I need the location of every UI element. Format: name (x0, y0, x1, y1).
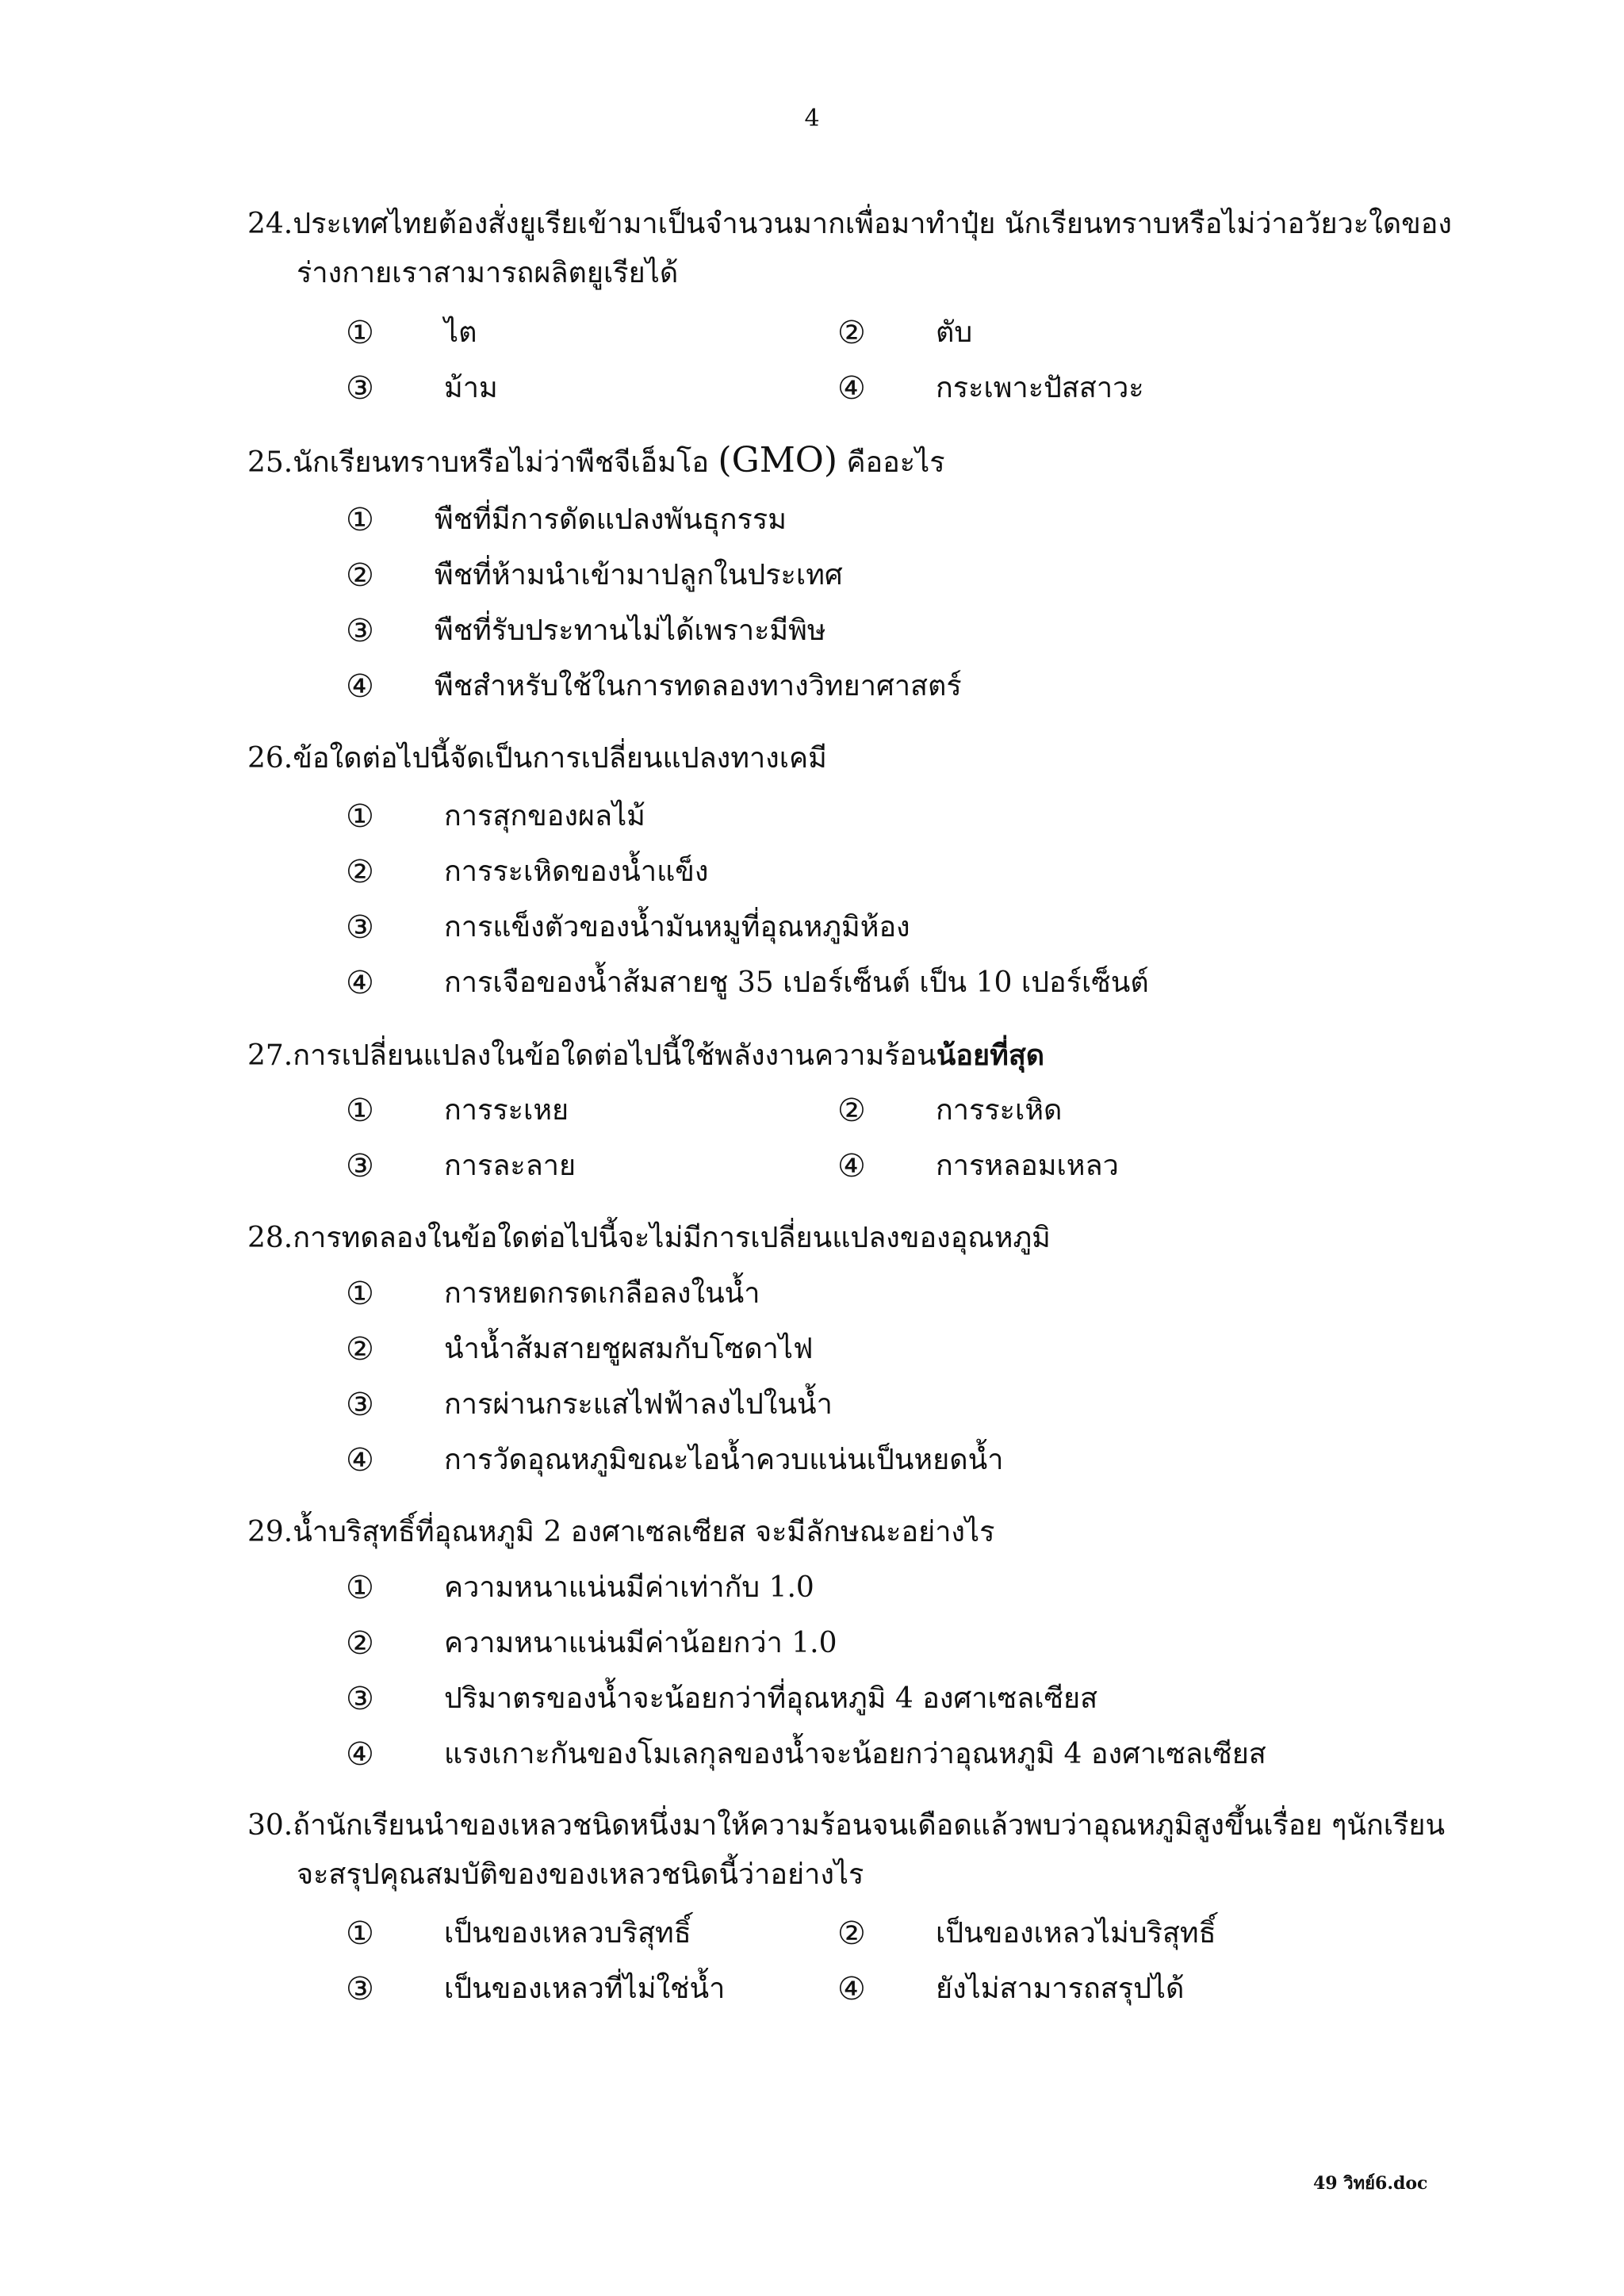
option-text: การระเหิดของน้ำแข็ง (444, 855, 709, 888)
question-29 (247, 1508, 1437, 1557)
option-text: เป็นของเหลวบริสุทธิ์ (444, 1917, 691, 1950)
question-24 (247, 200, 1452, 298)
question-28 (247, 1214, 1437, 1263)
option-marker-1: ① (346, 315, 374, 351)
question-27 (247, 1031, 1437, 1081)
option-marker-1: ① (346, 1093, 374, 1129)
option-marker-3: ③ (346, 1681, 374, 1717)
option-marker-2: ② (346, 557, 374, 594)
question-number: 26. (247, 742, 293, 775)
option-marker-2: ② (837, 315, 866, 351)
option-marker-1: ① (346, 1915, 374, 1952)
option-text: การผ่านกระแสไฟฟ้าลงไปในน้ำ (444, 1388, 833, 1421)
question-text: การทดลองในข้อใดต่อไปนี้จะไม่มีการเปลี่ยนแปลงของอุณหภูมิ (293, 1222, 1051, 1254)
question-number: 24. (247, 208, 293, 240)
footer-filename: 49 วิทย์6.doc (1313, 2173, 1428, 2194)
question-number: 30. (247, 1809, 293, 1842)
option-text: เป็นของเหลวไม่บริสุทธิ์ (936, 1917, 1216, 1950)
option-text: ความหนาแน่นมีค่าน้อยกว่า 1.0 (444, 1627, 837, 1659)
option-marker-4: ④ (837, 1971, 866, 2007)
question-30 (247, 1801, 1446, 1900)
question-number: 27. (247, 1039, 293, 1072)
question-text: การเปลี่ยนแปลงในข้อใดต่อไปนี้ใช้พลังงานความร้อน (293, 1039, 936, 1072)
option-text: การละลาย (444, 1150, 576, 1182)
option-text: ความหนาแน่นมีค่าเท่ากับ 1.0 (444, 1571, 814, 1604)
question-text: ข้อใดต่อไปนี้จัดเป็นการเปลี่ยนแปลงทางเคมี (293, 742, 827, 775)
option-text: ม้าม (444, 372, 498, 404)
question-26 (247, 734, 1437, 783)
question-text-end: คืออะไร (837, 446, 945, 479)
question-text: น้ำบริสุทธิ์ที่อุณหภูมิ 2 องศาเซลเซียส จะมีลักษณะอย่างไร (293, 1516, 995, 1548)
option-marker-4: ④ (837, 1148, 866, 1184)
option-marker-2: ② (837, 1915, 866, 1952)
option-marker-1: ① (346, 798, 374, 835)
question-text: ถ้านักเรียนนำของเหลวชนิดหนึ่งมาให้ความร้อนจนเดือดแล้วพบว่าอุณหภูมิสูงขึ้นเรื่อย ๆนักเรียน (293, 1809, 1446, 1842)
option-marker-1: ① (346, 1276, 374, 1312)
option-marker-1: ① (346, 1570, 374, 1606)
option-marker-3: ③ (346, 613, 374, 649)
question-text: นักเรียนทราบหรือไม่ว่าพืชจีเอ็มโอ (293, 446, 718, 479)
option-marker-3: ③ (346, 1971, 374, 2007)
option-marker-3: ③ (346, 370, 374, 407)
option-marker-3: ③ (346, 1148, 374, 1184)
page-number: 4 (804, 105, 820, 132)
option-marker-4: ④ (346, 1442, 374, 1479)
option-marker-4: ④ (346, 965, 374, 1001)
option-text: การหยดกรดเกลือลงในน้ำ (444, 1277, 760, 1310)
option-text: การแข็งตัวของน้ำมันหมูที่อุณหภูมิห้อง (444, 911, 910, 943)
option-text: พืชที่มีการดัดแปลงพันธุกรรม (435, 503, 787, 536)
option-text: การเจือของน้ำส้มสายชู 35 เปอร์เซ็นต์ เป็น 10 เปอร์เซ็นต์ (444, 966, 1149, 999)
option-marker-4: ④ (346, 1736, 374, 1773)
option-marker-3: ③ (346, 1387, 374, 1423)
question-text: ประเทศไทยต้องสั่งยูเรียเข้ามาเป็นจำนวนมากเพื่อมาทำปุ๋ย นักเรียนทราบหรือไม่ว่าอวัยวะใดของ (293, 208, 1452, 240)
option-marker-1: ① (346, 502, 374, 538)
option-text: เป็นของเหลวที่ไม่ใช่น้ำ (444, 1973, 726, 2005)
option-text: กระเพาะปัสสาวะ (936, 372, 1144, 404)
option-marker-2: ② (346, 1331, 374, 1368)
question-text-continued: จะสรุปคุณสมบัติของของเหลวชนิดนี้ว่าอย่างไร (297, 1858, 864, 1891)
option-text: การระเหิด (936, 1094, 1063, 1127)
option-text: ไต (444, 316, 477, 349)
question-text-continued: ร่างกายเราสามารถผลิตยูเรียได้ (297, 257, 679, 289)
option-marker-4: ④ (346, 668, 374, 705)
option-text: การหลอมเหลว (936, 1150, 1119, 1182)
option-text: การระเหย (444, 1094, 569, 1127)
question-number: 25. (247, 446, 293, 479)
question-25 (247, 436, 1437, 488)
option-text: การสุกของผลไม้ (444, 800, 645, 832)
option-text: พืชที่รับประทานไม่ได้เพราะมีพิษ (435, 614, 826, 647)
option-text: ยังไม่สามารถสรุปได้ (936, 1973, 1185, 2005)
option-text: นำน้ำส้มสายชูผสมกับโซดาไฟ (444, 1333, 814, 1365)
question-text-gmo: (GMO) (718, 440, 838, 480)
option-marker-4: ④ (837, 370, 866, 407)
option-marker-2: ② (346, 854, 374, 890)
option-text: การวัดอุณหภูมิขณะไอน้ำควบแน่นเป็นหยดน้ำ (444, 1444, 1004, 1476)
option-text: ปริมาตรของน้ำจะน้อยกว่าที่อุณหภูมิ 4 องศาเซลเซียส (444, 1682, 1098, 1715)
question-number: 28. (247, 1222, 293, 1254)
option-text: พืชที่ห้ามนำเข้ามาปลูกในประเทศ (435, 559, 843, 591)
option-text: แรงเกาะกันของโมเลกุลของน้ำจะน้อยกว่าอุณหภูมิ 4 องศาเซลเซียส (444, 1738, 1266, 1770)
question-number: 29. (247, 1516, 293, 1548)
question-emphasis: น้อยที่สุด (936, 1039, 1045, 1072)
option-marker-3: ③ (346, 909, 374, 946)
option-text: ตับ (936, 316, 973, 349)
option-text: พืชสำหรับใช้ในการทดลองทางวิทยาศาสตร์ (435, 670, 962, 702)
option-marker-2: ② (837, 1093, 866, 1129)
option-marker-2: ② (346, 1625, 374, 1662)
